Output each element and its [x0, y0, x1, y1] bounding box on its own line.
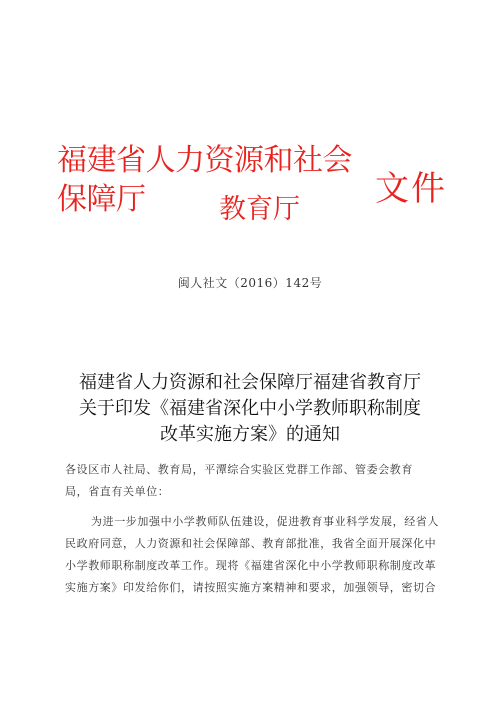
- salutation-line-2: 局，省直有关单位：: [65, 485, 170, 498]
- title-line-2: 关于印发《福建省深化中小学教师职称制度: [79, 398, 421, 419]
- paragraph-line-1: 为进一步加强中小学教师队伍建设，促进教育事业科学发展，经省人: [91, 515, 439, 528]
- issuer-2: 教育厅: [219, 194, 300, 225]
- document-number: 闽人社文（2016）142号: [177, 276, 323, 290]
- paragraph-line-2: 民政府同意，人力资源和社会保障部、教育部批准，我省全面开展深化中: [65, 537, 437, 550]
- document-title: [40, 370, 460, 448]
- paragraph-line-3: 小学教师职称制度改革工作。现将《福建省深化中小学教师职称制度改革: [65, 559, 437, 572]
- title-line-3: 改革实施方案》的通知: [160, 424, 340, 445]
- document-type: 文件: [375, 169, 447, 209]
- body-paragraph: [65, 511, 445, 599]
- salutation-line-1: 各设区市人社局、教育局，平潭综合实验区党群工作部、管委会教育: [65, 463, 413, 476]
- salutation: [65, 459, 445, 503]
- issuer-1-line-1: 福建省人力资源和社会: [57, 143, 352, 178]
- issuer-1-line-2: 保障厅: [57, 182, 146, 217]
- paragraph-line-4: 实施方案》印发给你们，请按照实施方案精神和要求，加强领导，密切合: [65, 581, 437, 594]
- title-line-1: 福建省人力资源和社会保障厅福建省教育厅: [79, 372, 421, 393]
